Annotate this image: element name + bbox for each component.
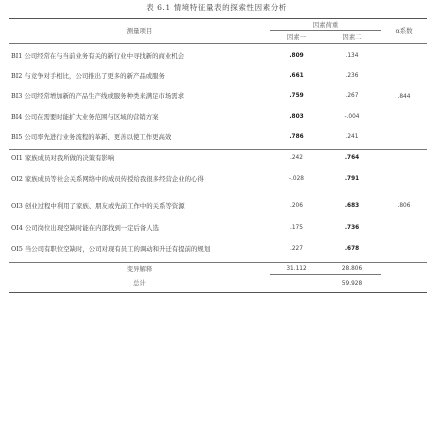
variance-f1: 31.112 [270,263,323,275]
item-oi1: OI1 家族成员对我所做的决策有影响 [9,150,270,166]
item-bi1: BI1 公司经常在与当前业务有关的新行业中寻找新的商业机会 [11,51,185,60]
loading-f2: .736 [344,224,360,231]
table-title: 表 6.1 情境特征量表的探索性因素分析 [146,3,287,12]
item-oi3: OI3 创业过程中利用了家族、朋友或先前工作中的关系等资源 [11,202,185,210]
item-oi5: OI5 当公司有职位空缺时，公司对现有员工的调动和升迁有提前的规划 [11,244,211,253]
item-bi2: BI2 与竞争对手相比，公司推出了更多的新产品或服务 [11,71,165,80]
loading-f1: .661 [289,72,304,79]
loading-f2: .241 [345,133,359,140]
variance-label: 变异解释 [9,263,270,275]
loading-f1: .206 [290,203,303,209]
header-item-label: 测量项目 [9,19,270,44]
item-bi3: BI3 公司经常增加新的产品生产线或服务种类来满足市场需求 [11,92,185,100]
loading-f2: -.004 [344,113,360,120]
total-value: 59.928 [323,275,381,293]
loading-f1: .803 [289,113,304,120]
loading-f2: .236 [345,72,359,79]
loading-f1: .242 [270,150,323,166]
loading-f2: .683 [344,203,360,209]
factor-analysis-table [9,18,427,293]
item-bi5: BI5 公司率先进行业务流程的革新、更善以使工作更高效 [11,132,172,141]
header-alpha: α系数 [381,19,427,44]
total-label: 总计 [9,275,270,293]
alpha-group2: .806 [381,150,427,263]
loading-f2: .764 [323,150,381,166]
item-bi4: BI4 公司在需要时能扩大业务范围与区域的营销方案 [11,112,159,121]
header-factor2: 因素二 [323,31,381,44]
loading-f2: .791 [344,176,360,182]
item-oi2: OI2 家族成员等社会关系网络中的成员传授给我很多经营企业的心得 [11,175,204,183]
alpha-group1: .844 [397,93,411,100]
loading-f2: .678 [344,245,360,252]
loading-f1: .227 [290,245,303,252]
variance-f2: 28.806 [323,263,381,275]
loading-f1: .175 [290,224,303,231]
item-oi4: OI4 公司岗位出现空缺时能在内部找到一定后备人选 [11,223,160,232]
header-loading-group: 因素荷重 [270,19,381,31]
loading-f1: .786 [289,133,304,140]
loading-f1: .809 [289,52,304,59]
loading-f2: .134 [345,52,359,59]
header-factor1: 因素一 [270,31,323,44]
loading-f1: -.028 [289,176,304,182]
loading-f1: .759 [289,93,304,99]
loading-f2: .267 [345,93,359,99]
